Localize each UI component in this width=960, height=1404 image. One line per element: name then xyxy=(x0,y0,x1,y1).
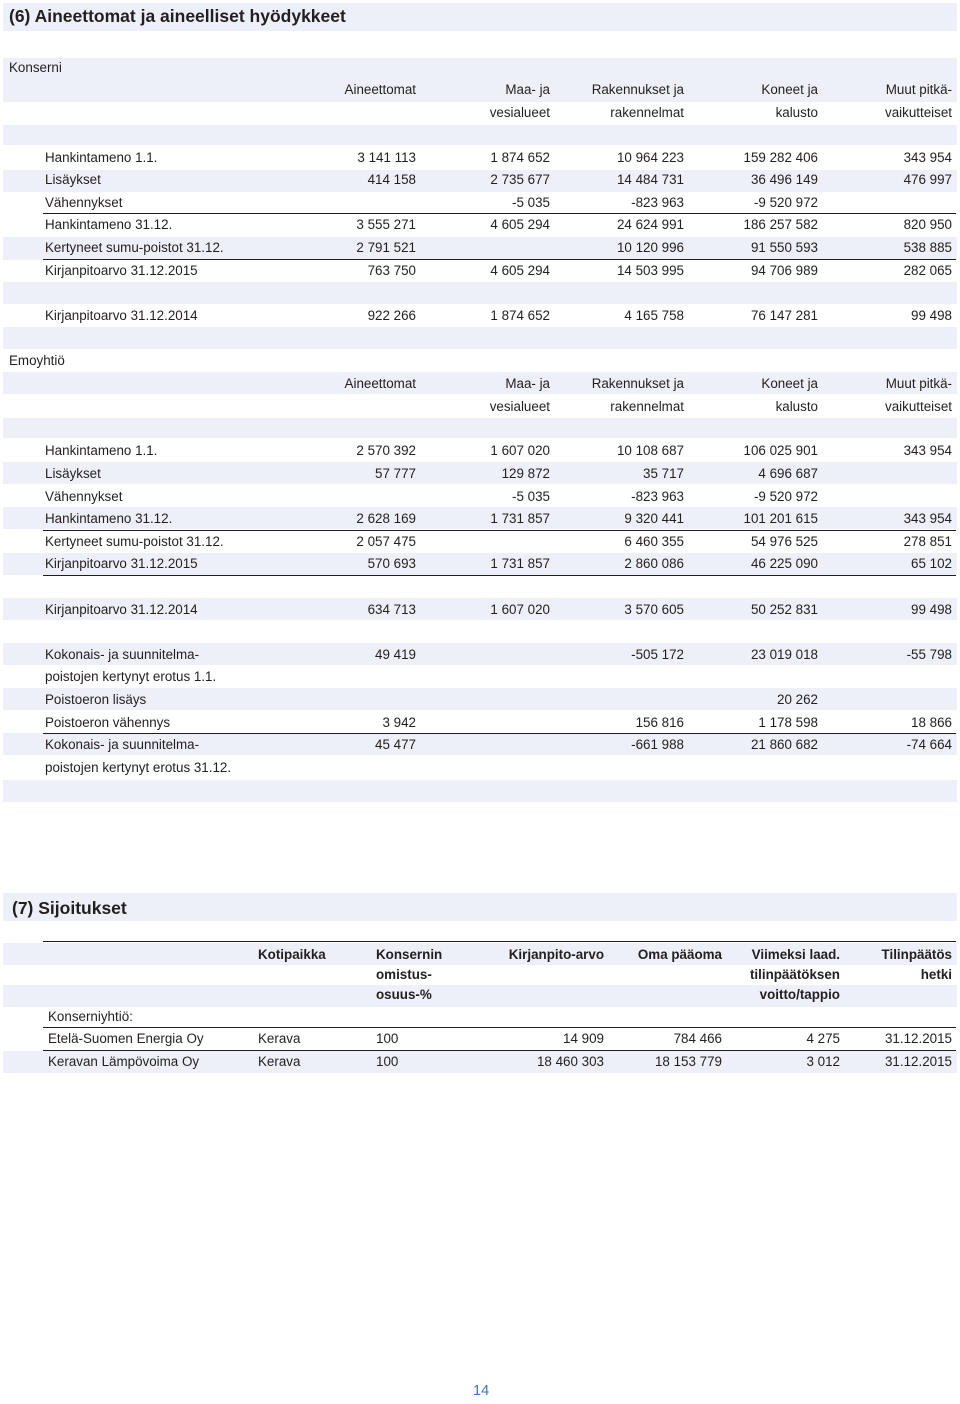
cell-rakennukset: -505 172 xyxy=(631,647,684,662)
col-head-koneet: Koneet ja xyxy=(761,82,818,97)
row-label: Kertyneet sumu-poistot 31.12. xyxy=(45,240,224,255)
cell-tilinpaatos-hetki: 31.12.2015 xyxy=(884,1054,952,1069)
col-head-viimeksi-2: tilinpäätöksen xyxy=(749,967,840,982)
cell-koneet-ja-kalusto: 36 496 149 xyxy=(750,172,818,187)
cell-aineettomat: 3 555 271 xyxy=(356,217,416,232)
cell-maa-ja-vesialueet: 1 731 857 xyxy=(490,511,550,526)
cell-muut-pitkavaikutteiset: 476 997 xyxy=(903,172,952,187)
cell-rakennukset: 10 120 996 xyxy=(616,240,684,255)
cell-maa-ja-vesialueet: 1 874 652 xyxy=(490,150,550,165)
erotus-label-4b: poistojen kertynyt erotus 31.12. xyxy=(45,760,232,775)
col-head2-koneet: kalusto xyxy=(775,399,818,414)
cell-omistus: 100 xyxy=(376,1054,399,1069)
cell-koneet-ja-kalusto: 94 706 989 xyxy=(750,263,818,278)
col-head2-rakennukset: rakennelmat xyxy=(610,105,684,120)
cell-aineettomat: 45 477 xyxy=(375,737,416,752)
cell-aineettomat: 57 777 xyxy=(375,466,416,481)
erotus-label-3: Poistoeron vähennys xyxy=(45,715,171,730)
title-band xyxy=(3,893,957,921)
cell-kirjanpito-arvo: 18 460 303 xyxy=(536,1054,604,1069)
col-head-aineettomat: Aineettomat xyxy=(344,376,416,391)
cell-muut-pitkavaikutteiset: 538 885 xyxy=(903,240,952,255)
cell-rakennukset: 10 108 687 xyxy=(616,443,684,458)
cell-kotipaikka: Kerava xyxy=(258,1054,301,1069)
row-label: Kirjanpitoarvo 31.12.2014 xyxy=(45,602,198,617)
cell-aineettomat: 2 057 475 xyxy=(356,534,416,549)
cell-muut-pitkavaikutteiset: 99 498 xyxy=(911,602,952,617)
cell-rakennukset: 24 624 991 xyxy=(616,217,684,232)
row-label: Lisäykset xyxy=(45,172,101,187)
group-label: Konserniyhtiö: xyxy=(48,1009,133,1024)
page-number: 14 xyxy=(473,1383,490,1399)
cell-oma-paaoma: 784 466 xyxy=(673,1031,722,1046)
cell-maa-ja-vesialueet: 2 735 677 xyxy=(490,172,550,187)
col-head-maa: Maa- ja xyxy=(505,82,550,97)
cell-koneet-ja-kalusto: 186 257 582 xyxy=(743,217,818,232)
cell-kotipaikka: Kerava xyxy=(258,1031,301,1046)
cell-muut-pitkavaikutteiset: 282 065 xyxy=(903,263,952,278)
cell-koneet-ja-kalusto: 54 976 525 xyxy=(750,534,818,549)
col-head-viimeksi-3: voitto/tappio xyxy=(759,987,840,1002)
cell-aineettomat: 2 628 169 xyxy=(356,511,416,526)
cell-aineettomat: 2 570 392 xyxy=(356,443,416,458)
cell-koneet-ja-kalusto: 46 225 090 xyxy=(750,556,818,571)
cell-muut-pitkavaikutteiset: 99 498 xyxy=(911,308,952,323)
cell-rakennukset: -661 988 xyxy=(631,737,684,752)
cell-maa-ja-vesialueet: -5 035 xyxy=(512,489,550,504)
cell-maa-ja-vesialueet: 129 872 xyxy=(501,466,550,481)
cell-omistus: 100 xyxy=(376,1031,399,1046)
col-head2-koneet: kalusto xyxy=(775,105,818,120)
col-head-omistus-2: omistus- xyxy=(376,967,432,982)
cell-muut-pitkavaikutteiset: -74 664 xyxy=(906,737,952,752)
cell-koneet-ja-kalusto: 20 262 xyxy=(777,692,818,707)
cell-koneet-ja-kalusto: -9 520 972 xyxy=(753,489,818,504)
col-head-tilinpaatos-1: Tilinpäätös xyxy=(881,947,952,962)
cell-koneet-ja-kalusto: 4 696 687 xyxy=(758,466,818,481)
section-6-title: (6) Aineettomat ja aineelliset hyödykkeet xyxy=(9,6,346,26)
cell-aineettomat: 414 158 xyxy=(367,172,416,187)
cell-muut-pitkavaikutteiset: 343 954 xyxy=(903,511,952,526)
erotus-label-4a: Kokonais- ja suunnitelma- xyxy=(45,737,200,752)
rule xyxy=(43,259,956,260)
band xyxy=(3,780,957,802)
col-head-aineettomat: Aineettomat xyxy=(344,82,416,97)
col-head-muut: Muut pitkä- xyxy=(885,82,952,97)
rule xyxy=(43,213,956,214)
cell-rakennukset: 14 503 995 xyxy=(616,263,684,278)
col-head-rakennukset: Rakennukset ja xyxy=(591,376,684,391)
cell-aineettomat: 3 141 113 xyxy=(357,150,416,165)
erotus-label-1b: poistojen kertynyt erotus 1.1. xyxy=(45,669,217,684)
cell-maa-ja-vesialueet: 1 874 652 xyxy=(490,308,550,323)
erotus-label-2: Poistoeron lisäys xyxy=(45,692,147,707)
cell-company: Keravan Lämpövoima Oy xyxy=(48,1054,200,1069)
row-label: Kirjanpitoarvo 31.12.2015 xyxy=(45,556,198,571)
cell-koneet-ja-kalusto: 106 025 901 xyxy=(743,443,818,458)
cell-koneet-ja-kalusto: -9 520 972 xyxy=(753,195,818,210)
cell-company: Etelä-Suomen Energia Oy xyxy=(48,1031,204,1046)
cell-voitto-tappio: 3 012 xyxy=(806,1054,840,1069)
cell-maa-ja-vesialueet: -5 035 xyxy=(512,195,550,210)
cell-muut-pitkavaikutteiset: 278 851 xyxy=(903,534,952,549)
konserni-label: Konserni xyxy=(9,60,62,75)
cell-koneet-ja-kalusto: 101 201 615 xyxy=(743,511,818,526)
cell-rakennukset: 3 570 605 xyxy=(624,602,684,617)
col-head2-maa: vesialueet xyxy=(489,105,550,120)
band xyxy=(3,327,957,349)
cell-maa-ja-vesialueet: 4 605 294 xyxy=(490,263,550,278)
rule xyxy=(43,941,956,942)
col-head-koneet: Koneet ja xyxy=(761,376,818,391)
col-head-kotipaikka: Kotipaikka xyxy=(258,947,326,962)
cell-maa-ja-vesialueet: 1 607 020 xyxy=(490,602,550,617)
row-label: Lisäykset xyxy=(45,466,101,481)
band xyxy=(3,418,957,438)
cell-aineettomat: 49 419 xyxy=(375,647,416,662)
row-label: Hankintameno 31.12. xyxy=(45,217,173,232)
rule xyxy=(43,1027,956,1028)
cell-rakennukset: 10 964 223 xyxy=(616,150,684,165)
cell-koneet-ja-kalusto: 159 282 406 xyxy=(743,150,818,165)
row-label: Vähennykset xyxy=(45,195,123,210)
cell-aineettomat: 2 791 521 xyxy=(356,240,416,255)
cell-rakennukset: -823 963 xyxy=(631,195,684,210)
cell-rakennukset: 14 484 731 xyxy=(616,172,684,187)
cell-muut-pitkavaikutteiset: 343 954 xyxy=(903,150,952,165)
row-label: Kirjanpitoarvo 31.12.2014 xyxy=(45,308,198,323)
row-label: Kirjanpitoarvo 31.12.2015 xyxy=(45,263,198,278)
col-head-tilinpaatos-2: hetki xyxy=(920,967,952,982)
cell-aineettomat: 763 750 xyxy=(367,263,416,278)
cell-rakennukset: 4 165 758 xyxy=(624,308,684,323)
col-head-muut: Muut pitkä- xyxy=(885,376,952,391)
cell-maa-ja-vesialueet: 1 731 857 xyxy=(490,556,550,571)
cell-koneet-ja-kalusto: 23 019 018 xyxy=(750,647,818,662)
cell-aineettomat: 634 713 xyxy=(367,602,416,617)
cell-rakennukset: 9 320 441 xyxy=(624,511,684,526)
cell-muut-pitkavaikutteiset: -55 798 xyxy=(906,647,952,662)
col-head2-maa: vesialueet xyxy=(489,399,550,414)
rule xyxy=(43,733,956,734)
row-label: Vähennykset xyxy=(45,489,123,504)
section-7-title: (7) Sijoitukset xyxy=(12,898,127,918)
cell-koneet-ja-kalusto: 50 252 831 xyxy=(750,602,818,617)
cell-aineettomat: 922 266 xyxy=(367,308,416,323)
row-label: Hankintameno 31.12. xyxy=(45,511,173,526)
cell-koneet-ja-kalusto: 21 860 682 xyxy=(750,737,818,752)
col-head-oma: Oma pääoma xyxy=(637,947,722,962)
col-head-omistus-1: Konsernin xyxy=(376,947,443,962)
emoyhtio-label: Emoyhtiö xyxy=(9,353,65,368)
cell-muut-pitkavaikutteiset: 18 866 xyxy=(911,715,952,730)
band xyxy=(3,58,957,78)
cell-muut-pitkavaikutteiset: 343 954 xyxy=(903,443,952,458)
row-label: Hankintameno 1.1. xyxy=(45,150,158,165)
cell-muut-pitkavaikutteiset: 820 950 xyxy=(903,217,952,232)
cell-rakennukset: -823 963 xyxy=(631,489,684,504)
row-label: Hankintameno 1.1. xyxy=(45,443,158,458)
rule xyxy=(43,530,956,531)
band xyxy=(3,282,957,304)
col-head-maa: Maa- ja xyxy=(505,376,550,391)
cell-maa-ja-vesialueet: 1 607 020 xyxy=(490,443,550,458)
cell-tilinpaatos-hetki: 31.12.2015 xyxy=(884,1031,952,1046)
cell-muut-pitkavaikutteiset: 65 102 xyxy=(911,556,952,571)
col-head2-muut: vaikutteiset xyxy=(885,105,952,120)
erotus-label-1a: Kokonais- ja suunnitelma- xyxy=(45,647,200,662)
cell-rakennukset: 35 717 xyxy=(643,466,684,481)
col-head-omistus-3: osuus-% xyxy=(376,987,432,1002)
cell-rakennukset: 6 460 355 xyxy=(624,534,684,549)
cell-koneet-ja-kalusto: 76 147 281 xyxy=(750,308,818,323)
cell-kirjanpito-arvo: 14 909 xyxy=(563,1031,604,1046)
rule xyxy=(43,575,956,576)
col-head-kirjanpito: Kirjanpito-arvo xyxy=(508,947,604,962)
col-head-rakennukset: Rakennukset ja xyxy=(591,82,684,97)
rule xyxy=(43,1050,956,1051)
band xyxy=(3,125,957,145)
cell-aineettomat: 3 942 xyxy=(382,715,416,730)
col-head2-muut: vaikutteiset xyxy=(885,399,952,414)
row-label: Kertyneet sumu-poistot 31.12. xyxy=(45,534,224,549)
cell-koneet-ja-kalusto: 91 550 593 xyxy=(750,240,818,255)
cell-maa-ja-vesialueet: 4 605 294 xyxy=(490,217,550,232)
col-head2-rakennukset: rakennelmat xyxy=(610,399,684,414)
cell-rakennukset: 156 816 xyxy=(635,715,684,730)
cell-aineettomat: 570 693 xyxy=(367,556,416,571)
cell-rakennukset: 2 860 086 xyxy=(624,556,684,571)
col-head-viimeksi-1: Viimeksi laad. xyxy=(751,947,840,962)
cell-oma-paaoma: 18 153 779 xyxy=(654,1054,722,1069)
cell-voitto-tappio: 4 275 xyxy=(806,1031,840,1046)
cell-koneet-ja-kalusto: 1 178 598 xyxy=(758,715,818,730)
